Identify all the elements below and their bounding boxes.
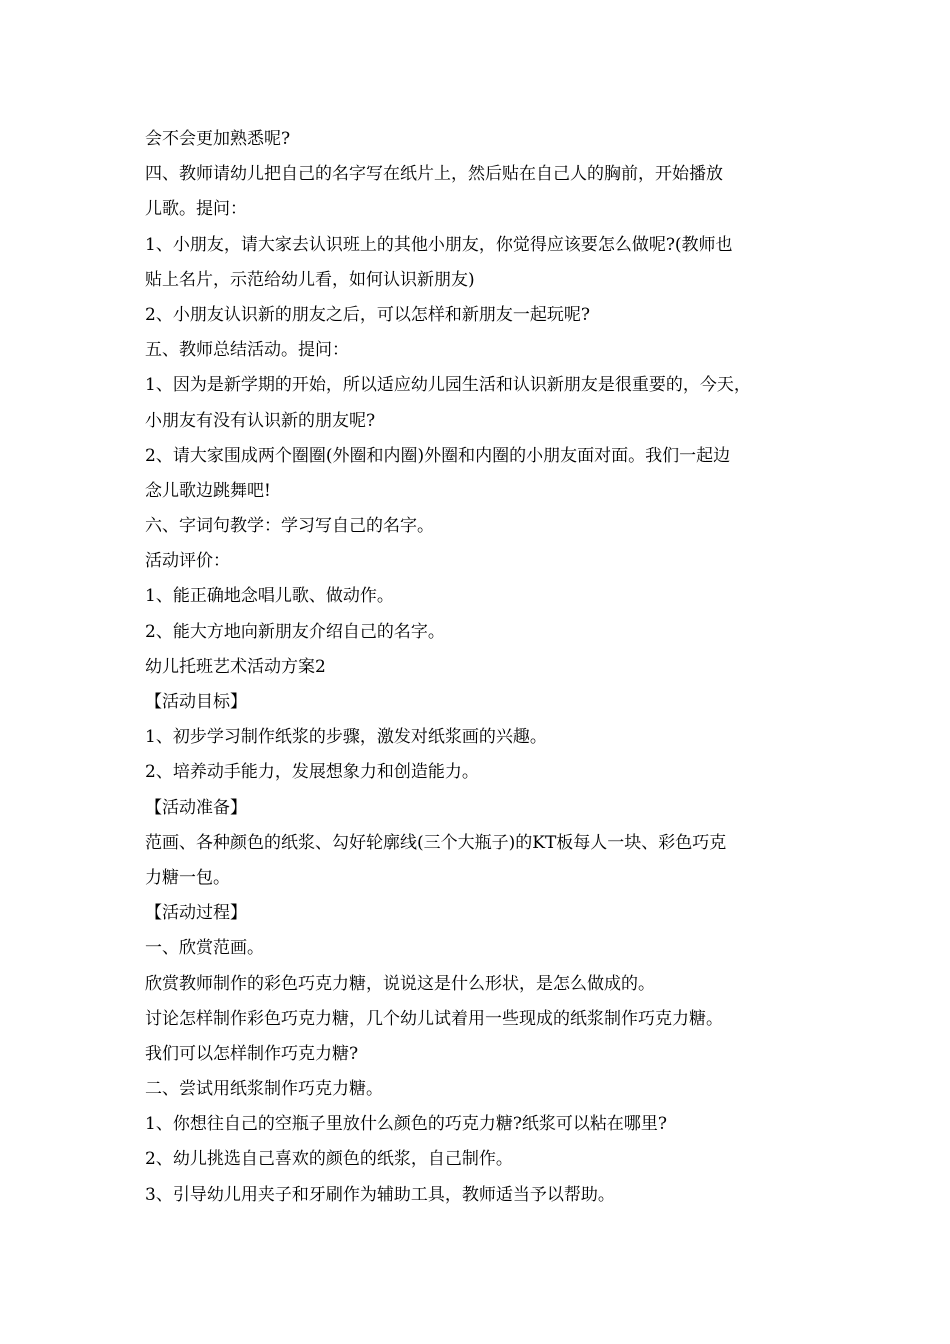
text-line: 讨论怎样制作彩色巧克力糖，几个幼儿试着用一些现成的纸浆制作巧克力糖。 bbox=[145, 1008, 723, 1029]
list-item: 2、幼儿挑选自己喜欢的颜色的纸浆，自己制作。 bbox=[145, 1149, 513, 1170]
section-heading-step-six: 六、字词句教学：学习写自己的名字。 bbox=[145, 516, 434, 537]
list-item: 3、引导幼儿用夹子和牙刷作为辅助工具，教师适当予以帮助。 bbox=[145, 1184, 615, 1205]
text-line: 儿歌。提问： bbox=[145, 199, 247, 220]
list-item: 1、小朋友，请大家去认识班上的其他小朋友，你觉得应该要怎么做呢?(教师也 bbox=[145, 234, 733, 255]
list-item: 2、培养动手能力，发展想象力和创造能力。 bbox=[145, 762, 479, 783]
list-item: 2、能大方地向新朋友介绍自己的名字。 bbox=[145, 621, 445, 642]
list-item: 1、因为是新学期的开始，所以适应幼儿园生活和认识新朋友是很重要的，今天， bbox=[145, 375, 751, 396]
step-heading: 一、欣赏范画。 bbox=[145, 938, 264, 959]
section-heading-evaluation: 活动评价： bbox=[145, 551, 230, 572]
section-heading-step-four: 四、教师请幼儿把自己的名字写在纸片上，然后贴在自己人的胸前，开始播放 bbox=[145, 164, 723, 185]
list-item: 1、你想往自己的空瓶子里放什么颜色的巧克力糖?纸浆可以粘在哪里? bbox=[145, 1114, 668, 1135]
text-line: 范画、各种颜色的纸浆、勾好轮廓线(三个大瓶子)的KT板每人一块、彩色巧克 bbox=[145, 832, 727, 853]
section-heading-preparation: 【活动准备】 bbox=[145, 797, 247, 818]
section-heading-goals: 【活动目标】 bbox=[145, 692, 247, 712]
text-line: 贴上名片，示范给幼儿看，如何认识新朋友) bbox=[145, 269, 475, 290]
text-line: 欣赏教师制作的彩色巧克力糖，说说这是什么形状，是怎么做成的。 bbox=[145, 973, 655, 994]
document-body bbox=[145, 122, 825, 1213]
text-line: 我们可以怎样制作巧克力糖? bbox=[145, 1043, 359, 1064]
text-line: 力糖一包。 bbox=[145, 867, 230, 888]
section-heading-process: 【活动过程】 bbox=[145, 903, 247, 924]
section-heading-step-five: 五、教师总结活动。提问： bbox=[145, 340, 349, 361]
list-item: 2、小朋友认识新的朋友之后，可以怎样和新朋友一起玩呢? bbox=[145, 304, 590, 325]
list-item: 1、能正确地念唱儿歌、做动作。 bbox=[145, 586, 394, 607]
text-line: 念儿歌边跳舞吧! bbox=[145, 480, 271, 501]
list-item: 1、初步学习制作纸浆的步骤，激发对纸浆画的兴趣。 bbox=[145, 727, 547, 748]
text-line: 小朋友有没有认识新的朋友呢? bbox=[145, 410, 376, 431]
plan-title: 幼儿托班艺术活动方案2 bbox=[145, 656, 326, 677]
list-item: 2、请大家围成两个圈圈(外圈和内圈)外圈和内圈的小朋友面对面。我们一起边 bbox=[145, 445, 731, 466]
step-heading: 二、尝试用纸浆制作巧克力糖。 bbox=[145, 1079, 383, 1100]
text-line: 会不会更加熟悉呢? bbox=[145, 129, 291, 149]
